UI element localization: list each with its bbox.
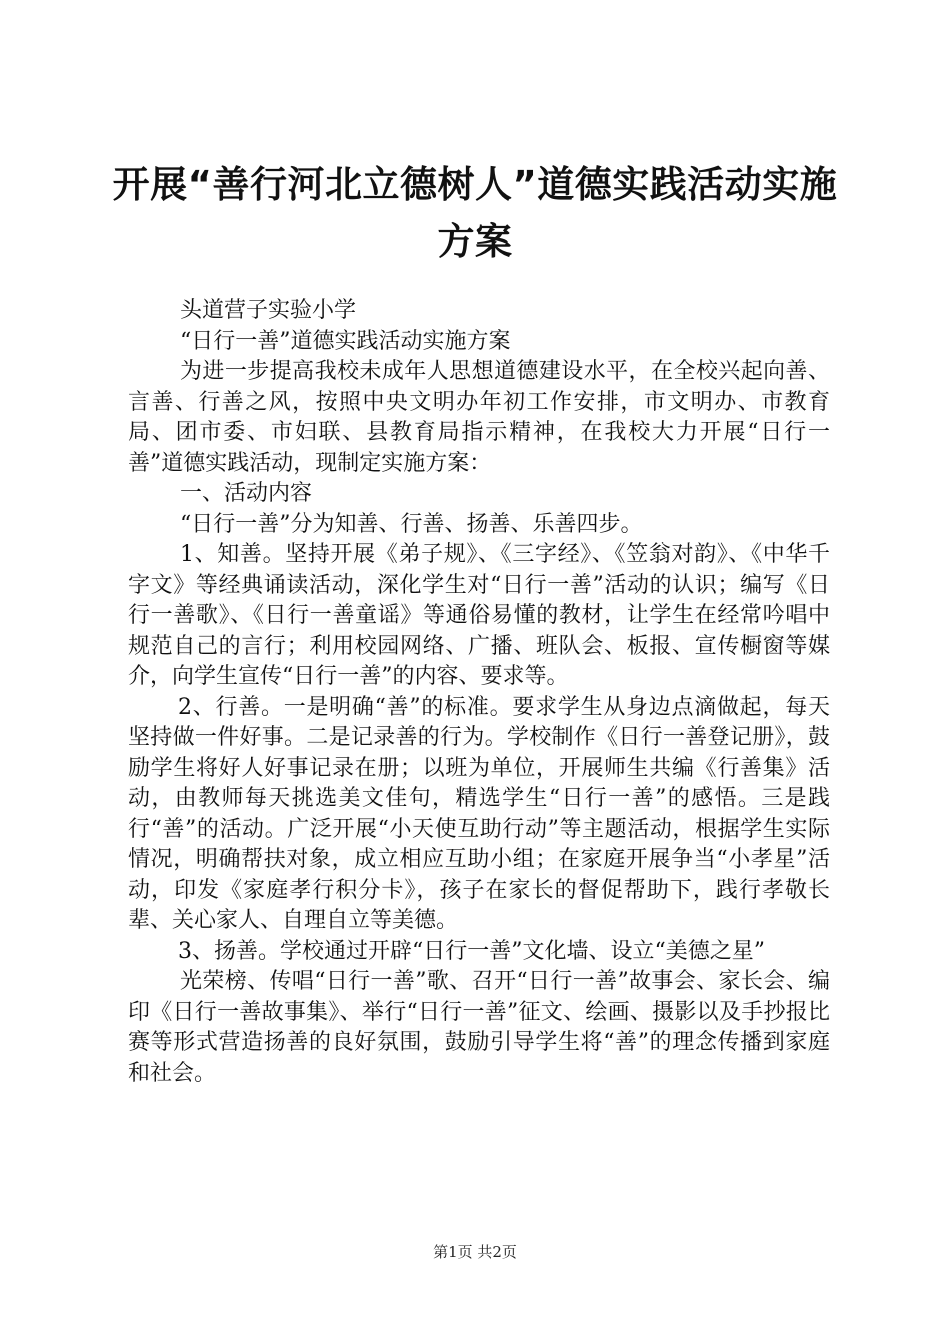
plan-subtitle: “日行一善”道德实践活动实施方案	[180, 328, 511, 354]
section-heading-activity-content: 一、活动内容	[180, 481, 313, 506]
school-name: 头道营子实验小学	[180, 298, 357, 323]
step-2-paragraph: 2、行善。一是明确“善”的标准。要求学生从身边点滴做起，每天坚持做一件好事。二是记录善的行为。学校制作《日行一善登记册》，鼓励学生将好人好事记录在册；以班为单位，开展师生共编《行善集》活动，由教师每天挑选美文佳句，精选学生“日行一善”的感悟。三是践行“善”的活动。广泛开展“小天使互助行动”等主题活动，根据学生实际情况，明确帮扶对象，成立相应互助小组；在家庭开展争当“小孝星”活动，印发《家庭孝行积分卡》，孩子在家长的督促帮助下，践行孝敬长辈、关心家人、自理自立等美德。	[128, 694, 830, 933]
document-body	[128, 296, 830, 1089]
step-3-paragraph: 3、扬善。学校通过开辟“日行一善”文化墙、设立“美德之星”	[178, 938, 765, 964]
document-title: 开展“善行河北立德树人”道德实践活动实施方案	[112, 163, 838, 263]
intro-paragraph: 为进一步提高我校未成年人思想道德建设水平，在全校兴起向善、言善、行善之风，按照中央文明办年初工作安排，市文明办、市教育局、团市委、市妇联、县教育局指示精神，在我校大力开展“日行一善”道德实践活动，现制定实施方案：	[128, 359, 830, 476]
step-3-continuation: 光荣榜、传唱“日行一善”歌、召开“日行一善”故事会、家长会、编印《日行一善故事集》、举行“日行一善”征文、绘画、摄影以及手抄报比赛等形式营造扬善的良好氛围，鼓励引导学生将“善”的理念传播到家庭和社会。	[128, 969, 830, 1086]
page-number: 第1页 共2页	[433, 1243, 517, 1261]
step-1-paragraph: 1、知善。坚持开展《弟子规》、《三字经》、《笠翁对韵》、《中华千字文》等经典诵读活动，深化学生对“日行一善”活动的认识；编写《日行一善歌》、《日行一善童谣》等通俗易懂的教材，让学生在经常吟唱中规范自己的言行；利用校园网络、广播、班队会、板报、宣传橱窗等媒介，向学生宣传“日行一善”的内容、要求等。	[128, 542, 830, 689]
steps-summary: “日行一善”分为知善、行善、扬善、乐善四步。	[180, 511, 643, 537]
